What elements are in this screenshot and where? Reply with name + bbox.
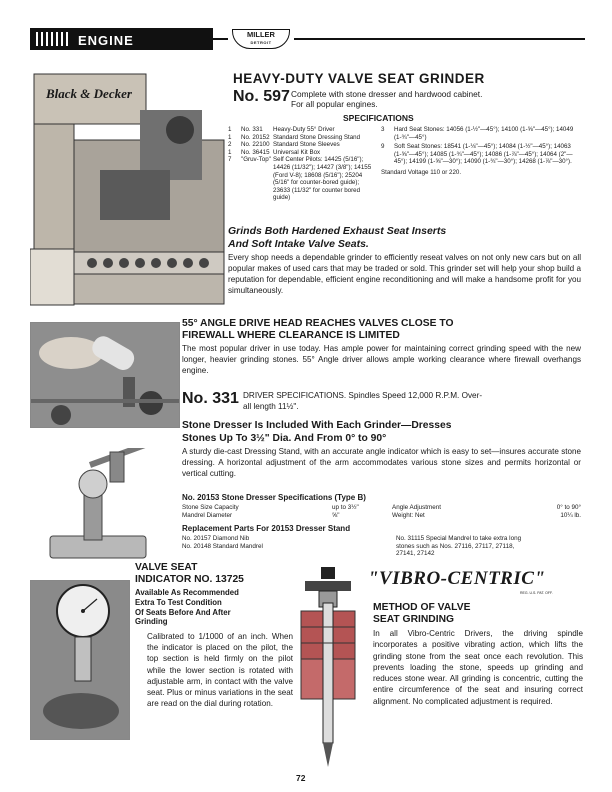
- driver-spec-2: all length 11½".: [243, 402, 299, 411]
- driver-in-engine-photo: [30, 322, 180, 428]
- indicator-body: Calibrated to 1/1000 of an inch. When the indicator is placed on the pilot, the top section is held firmly on the pilot while the lower section is rotated with adjustable arm, in contact with the valve seat. Plus or minus variations in the seat are read on the dial during rotation.: [147, 632, 293, 709]
- replacement-parts-right: No. 31115 Special Mandrel to take extra long stones such as Nos. 27116, 27117, 27118, 27141, 27142: [396, 535, 522, 558]
- indicator-title-2: INDICATOR NO. 13725: [135, 574, 244, 585]
- driver-body: The most popular driver in use today. Has ample power for maintaining correct grinding speed with the new longer, heavier grinding stones. 55° Angle driver allows ample working clearance where firewall overhangs engine.: [182, 344, 581, 375]
- spec-label: Stone Size Capacity: [182, 504, 239, 511]
- grinder-title: HEAVY-DUTY VALVE SEAT GRINDER: [233, 71, 485, 86]
- indicator-title-1: VALVE SEAT: [135, 562, 198, 573]
- spec-item: 1 No. 20152 Standard Stone Dressing Stand: [228, 133, 361, 141]
- section-header-bar: [30, 28, 213, 50]
- dresser-body: A sturdy die-cast Dressing Stand, with an accurate angle indicator which is easy to set—insures accurate stone dressing. A horizontal adjustment of the arm accommodates various stone sizes and permits horizontal or vertical cutting.: [182, 447, 581, 478]
- spec-label: Weight: Net: [392, 511, 425, 519]
- voltage-note: Standard Voltage 110 or 220.: [381, 168, 462, 176]
- driver-title-2: FIREWALL WHERE CLEARANCE IS LIMITED: [182, 330, 400, 341]
- specifications-heading: SPECIFICATIONS: [343, 113, 414, 123]
- vibro-centric-cutaway-diagram: [295, 567, 361, 769]
- grinder-number: No. 597: [233, 88, 290, 105]
- spec-item: 7 "Gruv-Top" Self Center Pilots: 14425 (5/16"); 14426 (11/32"); 14427 (3/8"); 14155 (Ford V-8); 18608 (5/16"); 25204 (5/16" for counter-bored guide); 23633 (11/32" for counter bored guide): [228, 156, 372, 202]
- cabinet-brand-label: Black & Decker: [46, 86, 132, 101]
- stone-dresser-photo: [30, 448, 176, 560]
- logo-name: MILLER: [247, 30, 275, 39]
- replacement-parts-left: [182, 535, 362, 550]
- dresser-title-1: Stone Dresser Is Included With Each Grinder—Dresses: [182, 420, 452, 431]
- vibro-title-2: SEAT GRINDING: [373, 614, 455, 625]
- spec-label: Angle Adjustment: [392, 504, 442, 511]
- vibro-centric-logo: "VIBRO-CENTRIC": [368, 568, 546, 589]
- valve-seat-indicator-photo: [30, 580, 130, 740]
- vibro-body: In all Vibro-Centric Drivers, the driving spindle incorporates a positive vibrating action, which lifts the grinding stone from the seat once each revolution. This prevents loading the stone, speeds up grinding and reduces stone wear. All grinding is concentric, cutting the entire circumference of the seat and insuring correct alignment. No complicated adjustment is required.: [373, 629, 583, 706]
- dresser-title-2: Stones Up To 3½" Dia. And From 0° to 90°: [182, 433, 387, 444]
- spec-item: 2 No. 22100 Standard Stone Sleeves: [228, 141, 340, 149]
- grinder-cabinet-photo: [30, 70, 226, 308]
- driver-title-1: 55° ANGLE DRIVE HEAD REACHES VALVES CLOSE TO: [182, 318, 454, 329]
- spec-value: 10¼ lb.: [560, 511, 581, 519]
- spec-value: ⅝": [332, 511, 340, 519]
- spec-item: 9 Soft Seat Stones: 18541 (1-⅛"—45°); 14084 (1-½"—45°); 14063 (1-⅝"—45°); 14085 (1-¾"—45°); 14086 (1-⅞"—45°); 14064 (2"—45°); 14199 (1-⅝"—30°); 14090 (1-¾"—30°); 14268 (1-⅞"—30°).: [381, 143, 573, 166]
- logo-city: DETROIT: [250, 40, 272, 45]
- grinder-description-1: Complete with stone dresser and hardwood cabinet.: [291, 89, 483, 99]
- spec-value: 0° to 90°: [556, 504, 581, 511]
- specifications-left-list: [228, 126, 376, 202]
- spec-item: 1 No. 36415 Universal Kit Box: [228, 148, 321, 156]
- driver-number: No. 331: [182, 390, 239, 407]
- spec-label: Mandrel Diameter: [182, 511, 233, 519]
- spec-value: up to 3½": [332, 504, 359, 511]
- grinder-description-2: For all popular engines.: [291, 99, 378, 109]
- specifications-right-list: [381, 126, 579, 177]
- dresser-specs-table: [182, 504, 581, 519]
- spec-item: 1 No. 331 Heavy-Duty 55° Driver: [228, 126, 335, 133]
- grinder-subhead-2: And Soft Intake Valve Seats.: [228, 238, 369, 250]
- driver-spec-1: DRIVER SPECIFICATIONS. Spindles Speed 12,000 R.P.M. Over-: [243, 391, 483, 400]
- vibro-trademark: REG. U.S. PAT. OFF.: [520, 591, 553, 595]
- grinder-body: Every shop needs a dependable grinder to efficiently reseat valves on not only new cars but on all popular makes of used cars that may be traded or sold. This grinder set will help your shop build a reputation for dependable, efficient engine reconditioning and will make a handsome profit for you simultaneously.: [228, 253, 581, 295]
- grinder-subhead-1: Grinds Both Hardened Exhaust Seat Inserts: [228, 225, 447, 237]
- part-item: No. 20148 Standard Mandrel: [182, 542, 263, 550]
- indicator-subhead: Available As Recommended Extra To Test Condition Of Seats Before And After Grinding: [135, 588, 239, 627]
- replacement-parts-heading: Replacement Parts For 20153 Dresser Stand: [182, 524, 351, 533]
- part-item: No. 20157 Diamond Nib: [182, 535, 250, 542]
- section-title: ENGINE: [78, 33, 134, 48]
- dresser-specs-heading: No. 20153 Stone Dresser Specifications (Type B): [182, 493, 366, 502]
- page-number: 72: [296, 773, 306, 783]
- spec-item: 3 Hard Seat Stones: 14056 (1-½"—45°); 14100 (1-⅝"—45°); 14049 (1-¾"—45°): [381, 126, 574, 141]
- miller-logo: [228, 26, 294, 52]
- vibro-title-1: METHOD OF VALVE: [373, 602, 471, 613]
